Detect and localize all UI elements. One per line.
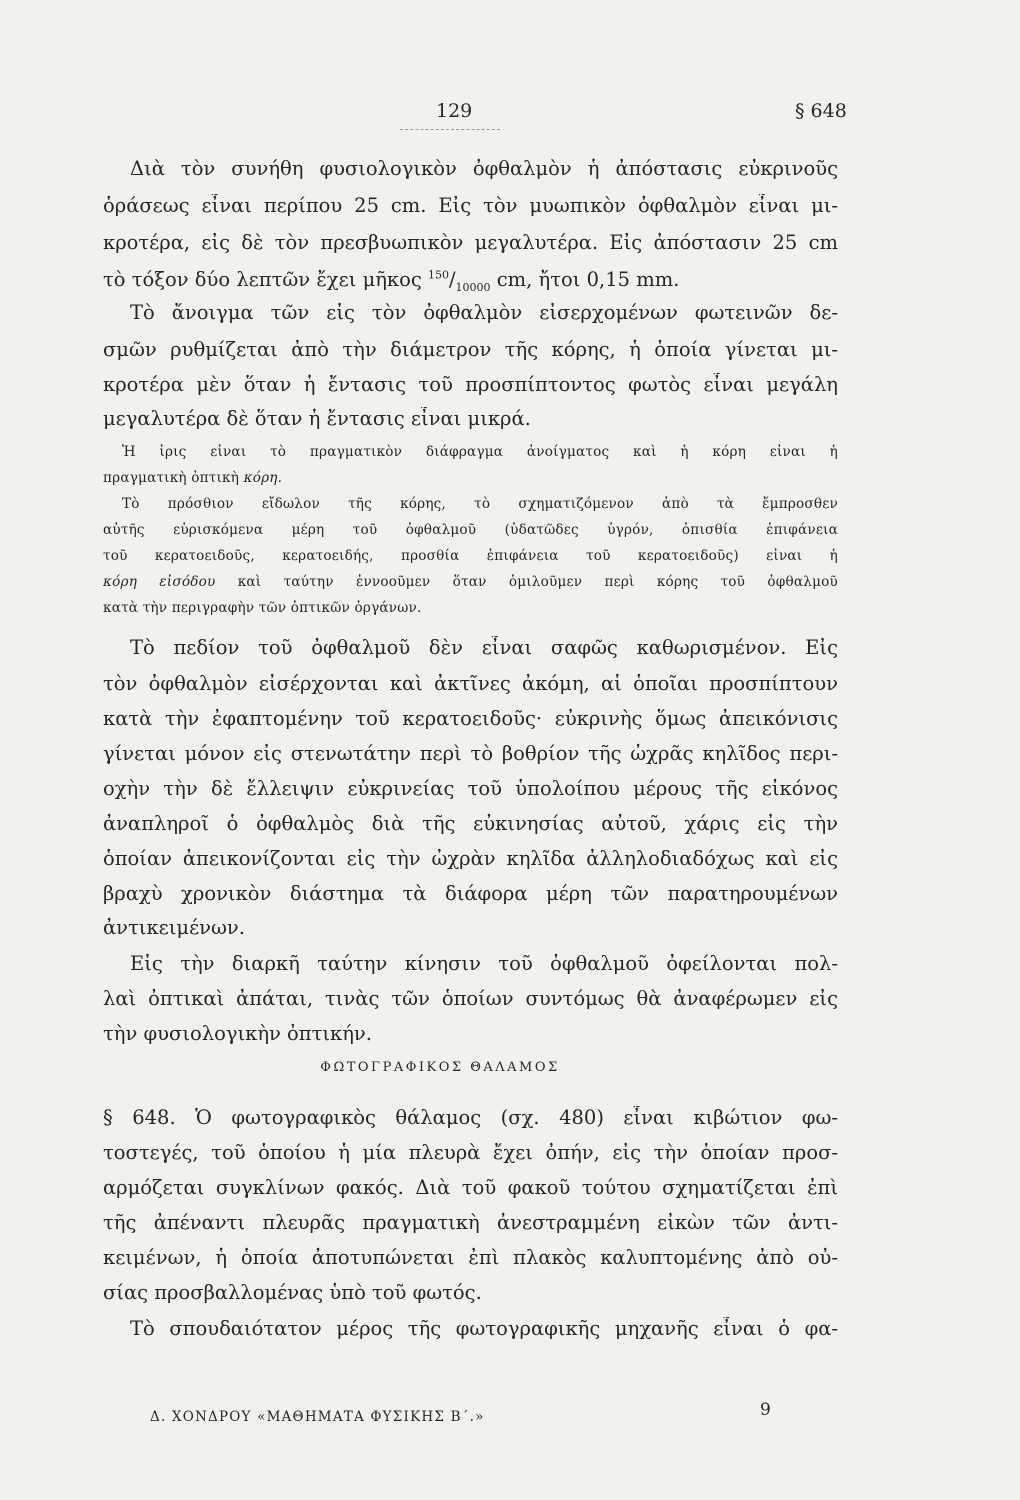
text-line: Τὸ ἄνοιγμα τῶν εἰς τὸν ὀφθαλμὸν εἰσερχομένων φωτεινῶν δε- xyxy=(130,301,838,324)
note-line xyxy=(103,574,838,590)
note-line: Ἡ ἶρις εἶναι τὸ πραγματικὸν διάφραγμα ἀνοίγματος καὶ ἡ κόρη εἶναι ἡ xyxy=(122,444,838,460)
text-line: γίνεται μόνον εἰς στενωτάτην περὶ τὸ βοθρίον τῆς ὠχρᾶς κηλῖδος περι- xyxy=(103,742,838,765)
page-number: 129 xyxy=(436,100,473,122)
fraction-denominator: 10000 xyxy=(455,280,491,291)
text-line-fraction xyxy=(103,268,838,291)
text-line: αρμόζεται συγκλίνων φακός. Διὰ τοῦ φακοῦ τούτου σχηματίζεται ἐπὶ xyxy=(103,1176,838,1199)
footer-signature: 9 xyxy=(760,1400,771,1420)
text-line: λαὶ ὀπτικαὶ ἀπάται, τινὰς τῶν ὁποίων συντόμως θὰ ἀναφέρωμεν εἰς xyxy=(103,987,838,1010)
text-line: τοστεγές, τοῦ ὁποίου ἡ μία πλευρὰ ἔχει ὀπήν, εἰς τὴν ὁποίαν προσ- xyxy=(103,1141,838,1164)
text-line: βραχὺ χρονικὸν διάστημα τὰ διάφορα μέρη τῶν παρατηρουμένων xyxy=(103,882,838,905)
text-line: σίας προσβαλλομένας ὑπὸ τοῦ φωτός. xyxy=(103,1281,482,1304)
text-line: κειμένων, ἡ ὁποία ἀποτυπώνεται ἐπὶ πλακὸς καλυπτομένης ἀπὸ οὐ- xyxy=(103,1246,838,1269)
text-line: ἀντικειμένων. xyxy=(103,916,245,939)
text-line: ὁράσεως εἶναι περίπου 25 cm. Εἰς τὸν μυωπικὸν ὀφθαλμὸν εἶναι μι- xyxy=(103,194,838,217)
text-line: κατὰ τὴν ἐφαπτομένην τοῦ κερατοειδοῦς· εὐκρινὴς ὅμως ἀπεικόνισις xyxy=(103,707,838,730)
text-line: Διὰ τὸν συνήθη φυσιολογικὸν ὀφθαλμὸν ἡ ἀπόστασις εὐκρινοῦς xyxy=(130,157,838,180)
note-line: αὐτῆς εὑρισκόμενα μέρη τοῦ ὀφθαλμοῦ (ὑδατῶδες ὑγρόν, ὀπισθία ἐπιφάνεια xyxy=(103,522,838,538)
text-line: τὴν φυσιολογικὴν ὀπτικήν. xyxy=(103,1022,372,1045)
text-line: μεγαλυτέρα δὲ ὅταν ἡ ἔντασις εἶναι μικρά. xyxy=(103,407,531,430)
fraction-slash: / xyxy=(448,268,456,291)
text-fragment: καὶ ταύτην ἐννοοῦμεν ὅταν ὁμιλοῦμεν περὶ κόρης τοῦ ὀφθαλμοῦ xyxy=(237,574,838,590)
section-heading: ΦΩΤΟΓΡΑΦΙΚΟΣ ΘΑΛΑΜΟΣ xyxy=(320,1060,560,1075)
term-kori: κόρη. xyxy=(243,470,283,486)
header-rule xyxy=(400,129,500,130)
section-number: § 648 xyxy=(795,100,847,122)
text-line: οχὴν τὴν δὲ ἔλλειψιν εὐκρινείας τοῦ ὑπολοίπου μέρους τῆς εἰκόνος xyxy=(103,777,838,800)
text-line: κροτέρα μὲν ὅταν ἡ ἔντασις τοῦ προσπίπτοντος φωτὸς εἶναι μεγάλη xyxy=(103,373,838,396)
text-line: Τὸ σπουδαιότατον μέρος τῆς φωτογραφικῆς μηχανῆς εἶναι ὁ φα- xyxy=(130,1317,838,1340)
text-line: Εἰς τὴν διαρκῆ ταύτην κίνησιν τοῦ ὀφθαλμοῦ ὀφείλονται πολ- xyxy=(130,952,838,975)
text-fragment: cm, ἤτοι 0,15 mm. xyxy=(490,268,680,291)
text-line: τῆς ἀπέναντι πλευρᾶς πραγματικὴ ἀνεστραμμένη εἰκὼν τῶν ἀντι- xyxy=(103,1211,838,1234)
note-line: κατὰ τὴν περιγραφὴν τῶν ὀπτικῶν ὀργάνων. xyxy=(103,600,422,616)
text-fragment: πραγματικὴ ὀπτικὴ xyxy=(103,470,240,486)
text-line: Τὸ πεδίον τοῦ ὀφθαλμοῦ δὲν εἶναι σαφῶς καθωρισμένον. Εἰς xyxy=(130,636,838,659)
text-fragment: τὸ τόξον δύο λεπτῶν ἔχει μῆκος xyxy=(103,268,428,291)
text-line: κροτέρα, εἰς δὲ τὸν πρεσβυωπικὸν μεγαλυτέρα. Εἰς ἀπόστασιν 25 cm xyxy=(103,231,838,254)
footer-author-title: Δ. ΧΟΝΔΡΟΥ «ΜΑΘΗΜΑΤΑ ΦΥΣΙΚΗΣ Β΄.» xyxy=(150,1409,485,1425)
note-line: τοῦ κερατοειδοῦς, κερατοειδής, προσθία ἐπιφάνεια τοῦ κερατοειδοῦς) εἶναι ἡ xyxy=(103,548,838,564)
text-line: ὁποίαν ἀπεικονίζονται εἰς τὴν ὠχρὰν κηλῖδα ἀλληλοδιαδόχως καὶ εἰς xyxy=(103,847,838,870)
text-line: ἀναπληροῖ ὁ ὀφθαλμὸς διὰ τῆς εὐκινησίας αὐτοῦ, χάρις εἰς τὴν xyxy=(103,812,838,835)
text-line: τὸν ὀφθαλμὸν εἰσέρχονται καὶ ἀκτῖνες ἀκόμη, αἱ ὁποῖαι προσπίπτουν xyxy=(103,672,838,695)
note-line: Τὸ πρόσθιον εἴδωλον τῆς κόρης, τὸ σχηματιζόμενον ἀπὸ τὰ ἔμπροσθεν xyxy=(122,496,838,512)
term-kori-eisodou: κόρη εἰσόδου xyxy=(103,574,216,590)
fraction-numerator: 150 xyxy=(427,268,449,282)
text-line: § 648. Ὁ φωτογραφικὸς θάλαμος (σχ. 480) εἶναι κιβώτιον φω- xyxy=(103,1106,838,1129)
note-line xyxy=(103,470,838,486)
text-line: σμῶν ρυθμίζεται ἀπὸ τὴν διάμετρον τῆς κόρης, ἡ ὁποία γίνεται μι- xyxy=(103,338,838,361)
